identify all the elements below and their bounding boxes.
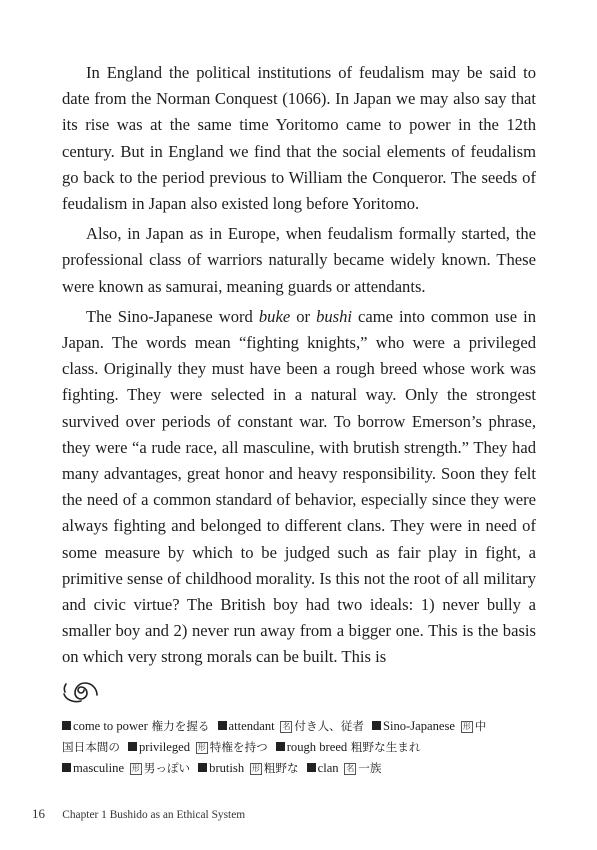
glossary-term: attendant <box>228 719 275 733</box>
paragraph <box>62 60 536 217</box>
text-run: In England the political institutions of feudalism may be said to date from the Norman Conquest (1066). In Japan we may also say that its rise was at the same time Yoritomo came to power in the 12th century. But in England we find that the social elements of feudalism go back to the period previous to William the Conqueror. The seeds of feudalism in Japan also existed long before Yoritomo. <box>62 63 536 214</box>
page-footer <box>32 806 245 822</box>
glossary-entry <box>128 740 268 754</box>
part-of-speech-badge: 名 <box>346 764 355 773</box>
glossary-definition: 特権を持つ <box>209 740 268 754</box>
glossary-definition: 付き人、従者 <box>294 719 364 733</box>
part-of-speech-badge: 名 <box>282 722 291 731</box>
part-of-speech-badge: 形 <box>131 764 140 773</box>
glossary-entry <box>62 740 120 754</box>
page-number: 16 <box>32 806 45 821</box>
glossary-term: masculine <box>73 761 125 775</box>
glossary-term: come to power <box>73 719 148 733</box>
glossary-term: brutish <box>209 761 245 775</box>
body-text <box>62 60 536 671</box>
square-bullet-icon <box>62 763 71 772</box>
glossary-definition: 中 <box>474 719 487 733</box>
part-of-speech-badge: 形 <box>197 743 206 752</box>
text-run: came into common use in Japan. The words mean “fighting knights,” who were a privileged class. Originally they must have been a rough breed whose work was fighting. They were selected in a natural way. Only the strongest survived over periods of constant war. To borrow Emerson’s phrase, they were “a rude race, all masculine, with brutish strength.” They had many advantages, great honor and heavy responsibility. Soon they felt the need of a common standard of behavior, especially since they were always fighting and belonged to different clans. They were in need of some measure by which to be judged such as fair play in fight, a primitive sense of childhood morality. Is this not the root of all military and civic virtue? The British boy had two ideals: 1) never bully a smaller boy and 2) never run away from a bigger one. This is the basis on which very strong morals can be built. This is <box>62 306 537 667</box>
glossary-definition: 男っぽい <box>143 761 191 775</box>
glossary-entry <box>62 719 210 733</box>
text-run: Also, in Japan as in Europe, when feudalism formally started, the professional class of warriors naturally became widely known. These were known as samurai, meaning guards or attendants. <box>62 224 536 296</box>
glossary-term: Sino-Japanese <box>382 719 455 733</box>
square-bullet-icon <box>307 763 316 772</box>
glossary-entry <box>62 761 190 775</box>
glossary-definition: 権力を握る <box>151 719 210 733</box>
glossary-term: rough breed <box>286 740 348 754</box>
square-bullet-icon <box>218 721 227 730</box>
glossary-term: privileged <box>138 740 191 754</box>
glossary-definition: 一族 <box>358 761 382 775</box>
square-bullet-icon <box>276 742 285 751</box>
text-run: or <box>290 306 317 326</box>
square-bullet-icon <box>198 763 207 772</box>
square-bullet-icon <box>128 742 137 751</box>
square-bullet-icon <box>372 721 381 730</box>
glossary <box>62 716 542 779</box>
part-of-speech-badge: 形 <box>251 764 260 773</box>
italic-term: buke <box>258 306 291 326</box>
paragraph <box>62 304 536 671</box>
glossary-line <box>62 758 542 779</box>
glossary-definition: 国日本間の <box>62 740 120 754</box>
paragraph <box>62 221 536 300</box>
chapter-title: Chapter 1 Bushido as an Ethical System <box>62 809 246 821</box>
glossary-term: clan <box>317 761 339 775</box>
glossary-line <box>62 737 542 758</box>
italic-term: bushi <box>316 306 353 326</box>
square-bullet-icon <box>62 721 71 730</box>
glossary-line <box>62 716 542 737</box>
glossary-entry <box>198 761 298 775</box>
glossary-entry <box>372 719 486 733</box>
glossary-entry <box>276 740 421 754</box>
text-run: The Sino-Japanese word <box>86 306 259 326</box>
swirl-ornament-icon <box>60 674 100 706</box>
part-of-speech-badge: 形 <box>462 722 471 731</box>
glossary-entry <box>307 761 382 775</box>
glossary-definition: 粗野な <box>263 761 299 775</box>
glossary-definition: 粗野な生まれ <box>350 740 421 754</box>
glossary-entry <box>218 719 364 733</box>
